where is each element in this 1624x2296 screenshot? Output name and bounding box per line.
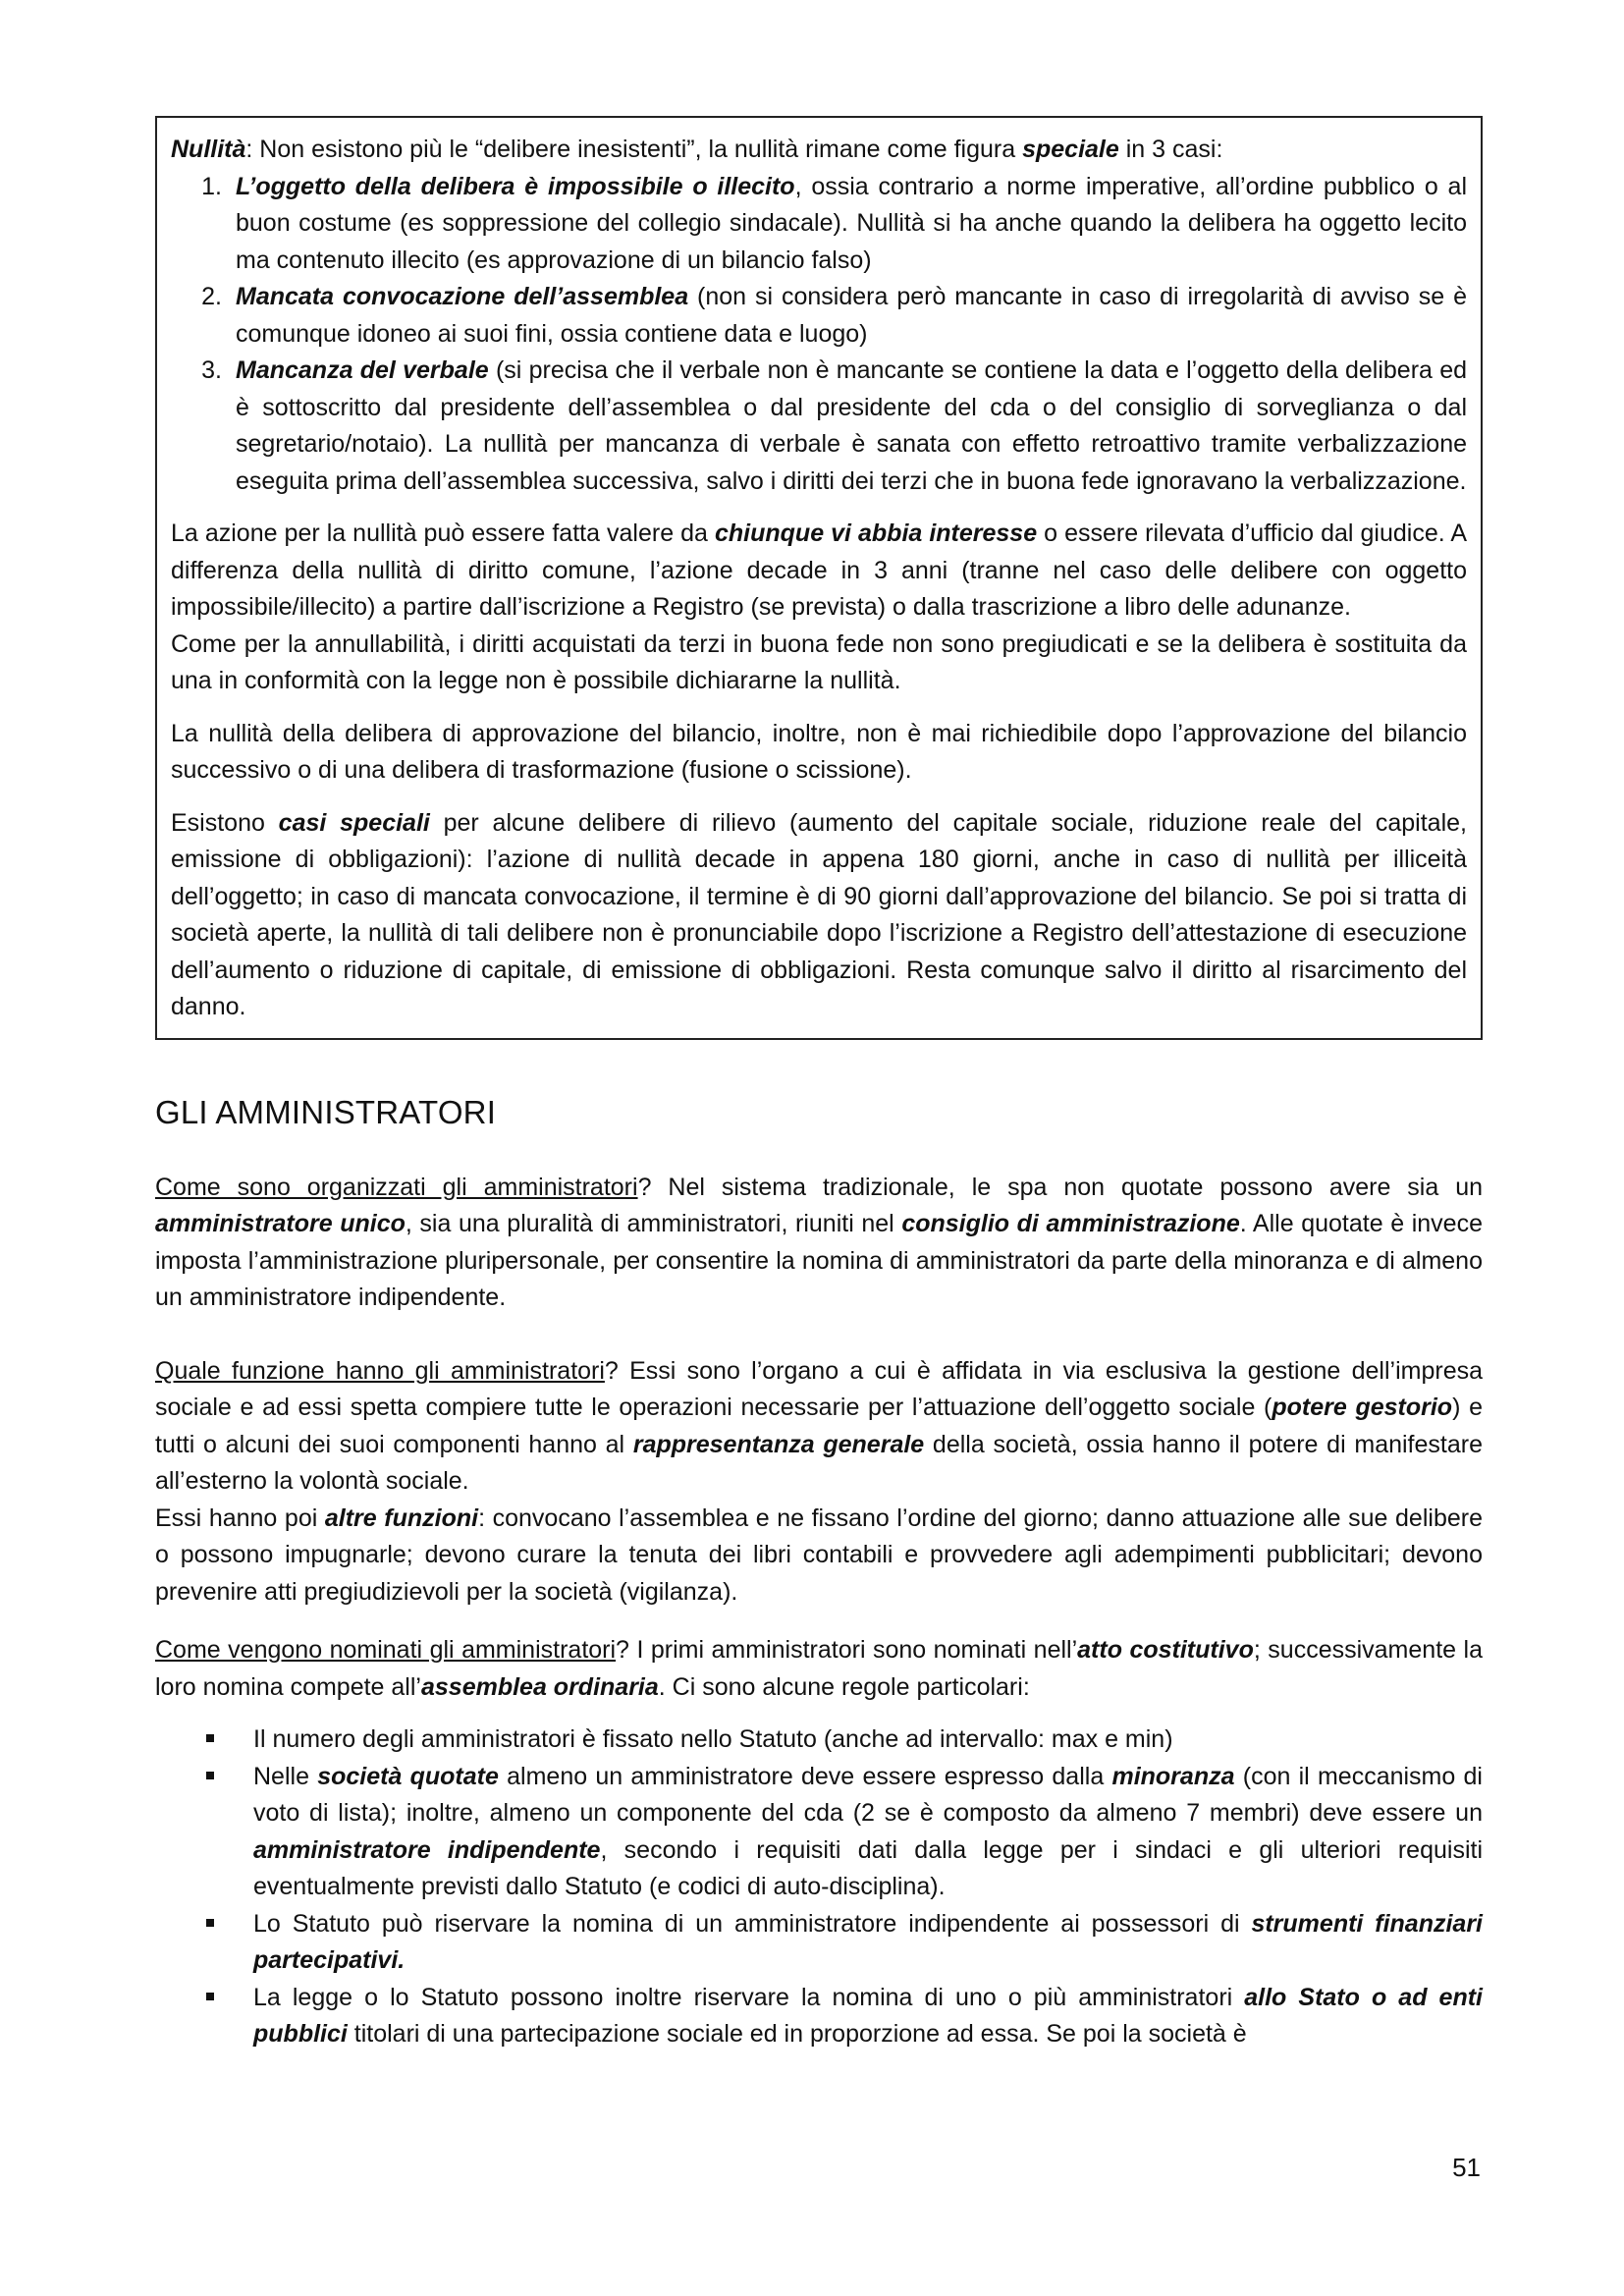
page-content — [155, 116, 1483, 2053]
list-item: 3. Mancanza del verbale (si precisa che il verbale non è mancante se contiene la data e l’oggetto della delibera ed è sottoscritto dal presidente dell’assemblea o dal presidente del cda o del consiglio di sorveglianza o dal segretario/notaio). La nullità per mancanza di verbale è sanata con effetto retroattivo tramite verbalizzazione eseguita prima dell’assemblea successiva, salvo i diritti dei terzi che in buona fede ignoravano la verbalizzazione. — [201, 356, 1468, 495]
list-item: 1. L’oggetto della delibera è impossibile o illecito, ossia contrario a norme imperative, all’ordine pubblico o al buon costume (es soppressione del collegio sindacale). Nullità si ha anche quando la delibera ha oggetto lecito ma contenuto illecito (es approvazione di un bilancio falso) — [201, 172, 1468, 274]
page-number: 51 — [1452, 2153, 1481, 2182]
paragraph-organizzazione: Come sono organizzati gli amministratori? Nel sistema tradizionale, le spa non quotate possono avere sia un amministratore unico, sia una pluralità di amministratori, riuniti nel consiglio di amministrazione. Alle quotate è invece imposta l’amministrazione pluripersonale, per consentire la nomina di amministratori da parte della minoranza e di almeno un amministratore indipendente. — [155, 1173, 1484, 1311]
nullita-cases-list — [171, 169, 1467, 501]
paragraph-casi-speciali: Esistono casi speciali per alcune delibere di rilievo (aumento del capitale sociale, riduzione reale del capitale, emissione di obbligazioni): l’azione di nullità decade in appena 180 giorni, anche in caso di nullità per illiceità dell’oggetto; in caso di mancata convocazione, il termine è di 90 giorni dall’approvazione del bilancio. Se poi si tratta di società aperte, la nullità di tali delibere non è pronunciabile dopo l’iscrizione a Registro dell’attestazione di esecuzione dell’aumento o riduzione di capitale, di emissione di obbligazioni. Resta comunque salvo il diritto al risarcimento del danno. — [171, 808, 1467, 1020]
paragraph-altre-funzioni: Essi hanno poi altre funzioni: convocano l’assemblea e ne fissano l’ordine del giorno; danno attuazione alle sue delibere o possono impugnarle; devono curare la tenuta dei libri contabili e provvedere agli adempimenti pubblicitari; devono prevenire atti pregiudizievoli per la società (vigilanza). — [155, 1503, 1483, 1606]
square-bullet-icon — [206, 1772, 214, 1779]
square-bullet-icon — [206, 1734, 214, 1742]
list-item: Il numero degli amministratori è fissato nello Statuto (anche ad intervallo: max e min) — [253, 1722, 1483, 1759]
nullita-intro: Nullità: Non esistono più le “delibere inesistenti”, la nullità rimane come figura speciale in 3 casi: — [171, 136, 1223, 163]
nomina-rules-list — [155, 1722, 1483, 2053]
square-bullet-icon — [206, 1919, 214, 1927]
list-item: 2. Mancata convocazione dell’assemblea (non si considera però mancante in caso di irregolarità di avviso se è comunque idoneo ai suoi fini, ossia contiene data e luogo) — [201, 283, 1467, 348]
paragraph-bilancio: La nullità della delibera di approvazione del bilancio, inoltre, non è mai richiedibile dopo l’approvazione del bilancio successivo o di una delibera di trasformazione (fusione o scissione). — [171, 719, 1467, 784]
nullita-box — [155, 116, 1483, 1040]
paragraph-azione: La azione per la nullità può essere fatta valere da chiunque vi abbia interesse o essere rilevata d’ufficio dal giudice. A differenza della nullità di diritto comune, l’azione decade in 3 anni (tranne nel caso delle delibere con oggetto impossibile/illecito) a partire dall’iscrizione a Registro (se prevista) o dalla trascrizione a libro delle adunanze. — [171, 519, 1468, 621]
section-heading: GLI AMMINISTRATORI — [155, 1093, 497, 1130]
list-item: La legge o lo Statuto possono inoltre riservare la nomina di uno o più amministratori allo Stato o ad enti pubblici titolari di una partecipazione sociale ed in proporzione ad essa. Se poi la società è — [253, 1980, 1483, 2053]
list-item: Lo Statuto può riservare la nomina di un amministratore indipendente ai possessori di strumenti finanziari partecipativi. — [253, 1906, 1483, 1980]
square-bullet-icon — [206, 1993, 214, 2000]
paragraph-funzione: Quale funzione hanno gli amministratori? Essi sono l’organo a cui è affidata in via esclusiva la gestione dell’impresa sociale e ad essi spetta compiere tutte le operazioni necessarie per l’attuazione dell’oggetto sociale (potere gestorio) e tutti o alcuni dei suoi componenti hanno al rappresentanza generale della società, ossia hanno il potere di manifestare all’esterno la volontà sociale. — [155, 1356, 1483, 1495]
paragraph-annullabilita: Come per la annullabilità, i diritti acquistati da terzi in buona fede non sono pregiudicati e se la delibera è sostituita da una in conformità con la legge non è possibile dichiararne la nullità. — [171, 629, 1467, 694]
list-item: Nelle società quotate almeno un amministratore deve essere espresso dalla minoranza (con il meccanismo di voto di lista); inoltre, almeno un componente del cda (2 se è composto da almeno 7 membri) deve essere un amministratore indipendente, secondo i requisiti dati dalla legge per i sindaci e gli ulteriori requisiti eventualmente previsti dallo Statuto (e codici di auto-disciplina). — [253, 1759, 1483, 1906]
paragraph-nomina: Come vengono nominati gli amministratori? I primi amministratori sono nominati nell’atto costitutivo; successivamente la loro nomina compete all’assemblea ordinaria. Ci sono alcune regole particolari: — [155, 1636, 1483, 1701]
